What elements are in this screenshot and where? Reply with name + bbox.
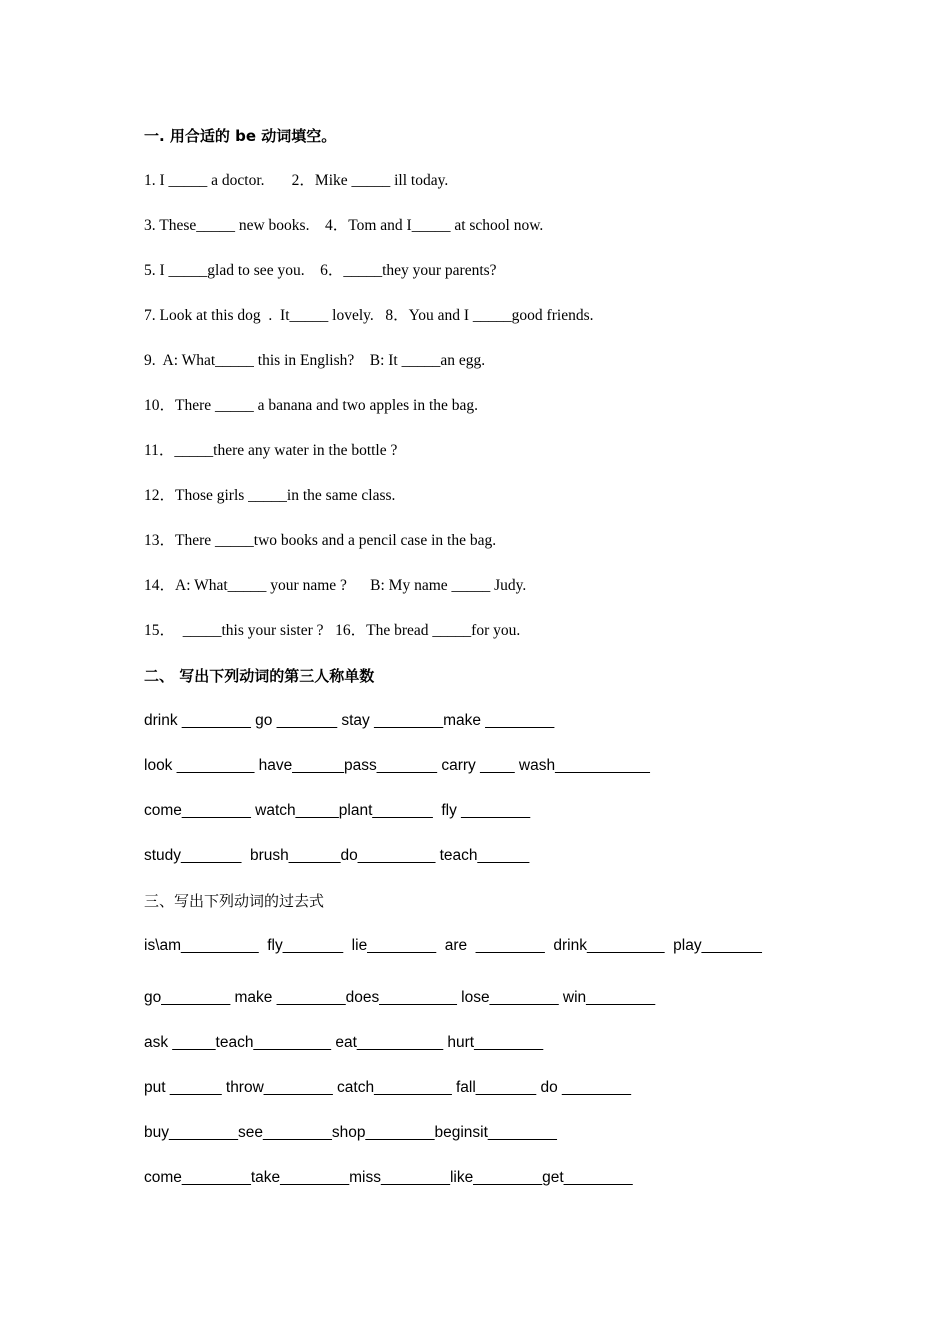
exercise-line: 9. A: What_____ this in English? B: It _____an egg. [144, 352, 486, 369]
exercise-line: 14．A: What_____ your name ? B: My name _____ Judy. [144, 577, 527, 594]
verb-line: come________take________miss________like________get________ [144, 1169, 633, 1186]
section2-heading: 二、 写出下列动词的第三人称单数 [144, 667, 375, 685]
exercise-line: 10．There _____ a banana and two apples in the bag. [144, 397, 479, 414]
section1-heading: 一. 用合适的 be 动词填空。 [144, 127, 337, 145]
verb-line: drink ________ go _______ stay ________make ________ [144, 712, 555, 729]
verb-line: look _________ have______pass_______ carry ____ wash___________ [144, 757, 650, 774]
verb-line: is\am_________ fly_______ lie________ are ________ drink_________ play_______ [144, 937, 762, 954]
verb-line: study_______ brush______do_________ teach______ [144, 847, 530, 864]
exercise-line: 1. I _____ a doctor. 2．Mike _____ ill today. [144, 172, 449, 189]
verb-line: buy________see________shop________beginsit________ [144, 1124, 557, 1141]
verb-line: ask _____teach_________ eat__________ hurt________ [144, 1034, 544, 1051]
verb-line: put ______ throw________ catch_________ fall_______ do ________ [144, 1079, 631, 1096]
exercise-line: 3. These_____ new books. 4．Tom and I_____ at school now. [144, 217, 544, 234]
exercise-line: 5. I _____glad to see you. 6．_____they your parents? [144, 262, 497, 279]
exercise-line: 13．There _____two books and a pencil case in the bag. [144, 532, 497, 549]
exercise-line: 15． _____this your sister ? 16．The bread _____for you. [144, 622, 521, 639]
exercise-line: 11．_____there any water in the bottle ? [144, 442, 398, 459]
verb-line: come________ watch_____plant_______ fly ________ [144, 802, 531, 819]
verb-line: go________ make ________does_________ lose________ win________ [144, 989, 656, 1006]
section3-heading: 三、写出下列动词的过去式 [144, 892, 325, 910]
exercise-line: 12．Those girls _____in the same class. [144, 487, 396, 504]
exercise-line: 7. Look at this dog . It_____ lovely. 8．You and I _____good friends. [144, 307, 594, 324]
